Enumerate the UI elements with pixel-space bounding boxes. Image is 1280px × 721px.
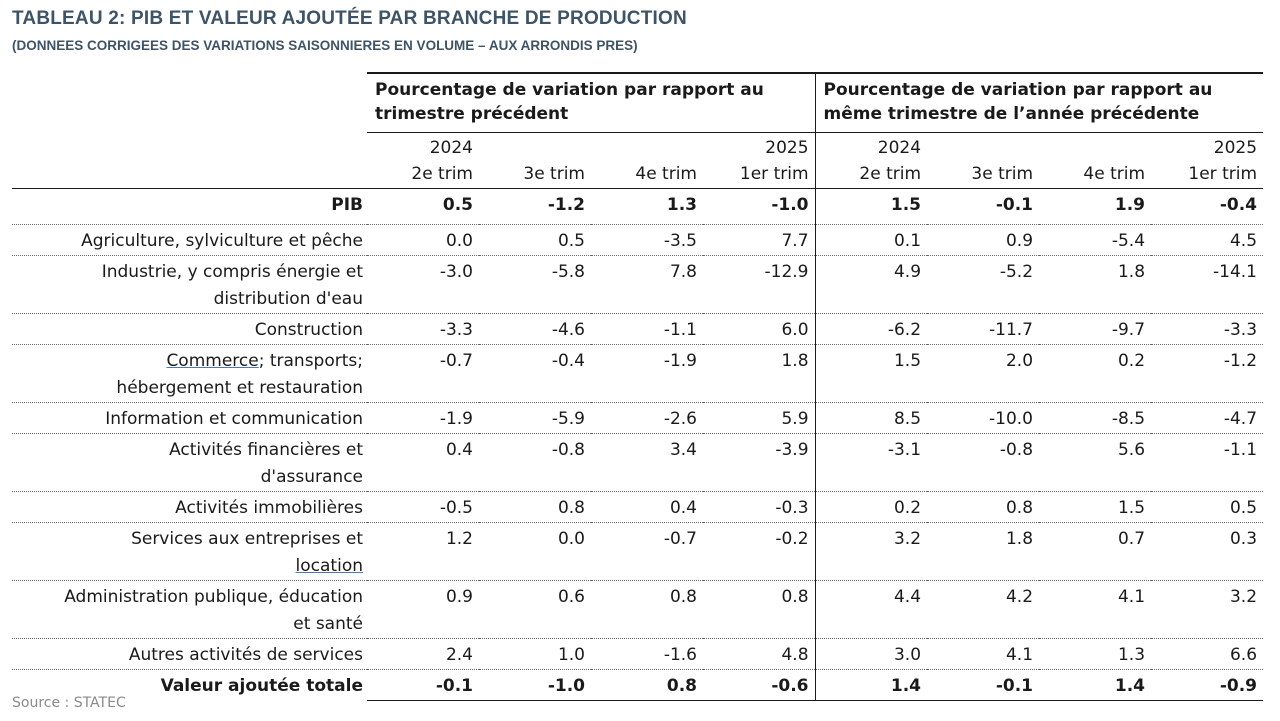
table-row [12,314,1263,345]
value-cell: 0.8 [703,581,815,639]
value-cell: 0.3 [1151,523,1263,581]
row-label-rest: ; transports; [258,351,363,371]
value-cell: 6.6 [1151,639,1263,670]
value-cell: 0.8 [927,492,1039,523]
row-label-line: Information et communication [105,409,363,429]
row-label-line: d'assurance [260,467,363,487]
quarter-header-row [12,160,1263,189]
quarter-header: 4e trim [591,160,703,189]
value-cell: -0.9 [1151,670,1263,701]
row-label-underlined: location [295,556,363,576]
value-cell: -6.2 [815,314,927,345]
value-cell: -10.0 [927,403,1039,434]
quarter-header: 2e trim [367,160,479,189]
row-label-line: Administration publique, éducation [64,587,363,607]
value-cell: 1.5 [815,345,927,403]
value-cell: -5.2 [927,256,1039,314]
table-row [12,225,1263,256]
table-row [12,581,1263,639]
value-cell: -9.7 [1039,314,1151,345]
value-cell: -3.3 [1151,314,1263,345]
row-label-line: Activités immobilières [175,498,363,518]
value-cell: -1.0 [703,189,815,225]
value-cell: 0.4 [367,434,479,492]
value-cell: -0.7 [591,523,703,581]
value-cell: 0.2 [1039,345,1151,403]
value-cell: -3.5 [591,225,703,256]
value-cell: 6.0 [703,314,815,345]
value-cell: 0.8 [591,670,703,701]
value-cell: -1.0 [479,670,591,701]
table-row [12,189,1263,225]
value-cell: 1.8 [927,523,1039,581]
value-cell: -11.7 [927,314,1039,345]
value-cell: 3.4 [591,434,703,492]
value-cell: -1.1 [1151,434,1263,492]
row-label-line: Agriculture, sylviculture et pêche [81,231,363,251]
row-label-line: et santé [293,614,363,634]
value-cell: -1.2 [1151,345,1263,403]
value-cell: 2.0 [927,345,1039,403]
table-row [12,256,1263,314]
value-cell: 4.5 [1151,225,1263,256]
empty-corner [12,73,367,133]
value-cell: 0.2 [815,492,927,523]
value-cell: 4.4 [815,581,927,639]
value-cell: 0.9 [927,225,1039,256]
table-title: TABLEAU 2: PIB ET VALEUR AJOUTÉE PAR BRANCHE DE PRODUCTION [12,8,687,29]
value-cell: -0.8 [927,434,1039,492]
value-cell: -4.7 [1151,403,1263,434]
row-label [12,403,367,434]
value-cell: -0.8 [479,434,591,492]
table-row [12,670,1263,701]
value-cell: 1.3 [1039,639,1151,670]
group-header-row [12,73,1263,133]
value-cell: -0.4 [479,345,591,403]
value-cell: 1.0 [479,639,591,670]
value-cell: -5.8 [479,256,591,314]
value-cell: -0.4 [1151,189,1263,225]
value-cell: 1.5 [1039,492,1151,523]
value-cell: 0.0 [479,523,591,581]
value-cell: -3.1 [815,434,927,492]
value-cell: -3.3 [367,314,479,345]
value-cell: 0.9 [367,581,479,639]
value-cell: 0.5 [367,189,479,225]
value-cell: 7.8 [591,256,703,314]
value-cell: 4.1 [1039,581,1151,639]
value-cell: -1.9 [367,403,479,434]
value-cell: -1.9 [591,345,703,403]
value-cell: -0.2 [703,523,815,581]
row-label-line: distribution d'eau [213,289,363,309]
value-cell: 1.8 [703,345,815,403]
value-cell: 8.5 [815,403,927,434]
value-cell: 0.7 [1039,523,1151,581]
value-cell: 1.4 [815,670,927,701]
value-cell: 0.8 [479,492,591,523]
value-cell: 3.0 [815,639,927,670]
row-label [12,189,367,225]
row-label-line: hébergement et restauration [116,378,363,398]
row-label-line: Activités financières et [169,440,363,460]
value-cell: 0.6 [479,581,591,639]
quarter-header: 1er trim [1151,160,1263,189]
value-cell: 0.5 [479,225,591,256]
value-cell: 0.4 [591,492,703,523]
value-cell: 4.2 [927,581,1039,639]
value-cell: 4.8 [703,639,815,670]
row-label-line: Construction [254,320,363,340]
value-cell: -5.4 [1039,225,1151,256]
row-label-line: Valeur ajoutée totale [160,676,363,696]
value-cell: -0.1 [927,670,1039,701]
value-cell: -1.1 [591,314,703,345]
value-cell: -0.6 [703,670,815,701]
row-label-line [12,348,363,375]
table-row [12,403,1263,434]
year-header [927,133,1039,161]
table-row [12,434,1263,492]
value-cell: 3.2 [1151,581,1263,639]
row-label [12,581,367,639]
value-cell: -0.1 [927,189,1039,225]
gdp-table [12,72,1263,701]
year-header: 2025 [703,133,815,161]
value-cell: -4.6 [479,314,591,345]
row-label-line [12,553,363,580]
value-cell: 3.2 [815,523,927,581]
table-row [12,523,1263,581]
value-cell: 0.1 [815,225,927,256]
row-label [12,523,367,581]
row-label [12,639,367,670]
row-label [12,492,367,523]
value-cell: 0.0 [367,225,479,256]
value-cell: -3.9 [703,434,815,492]
year-header: 2025 [1151,133,1263,161]
year-header [1039,133,1151,161]
value-cell: -1.2 [479,189,591,225]
value-cell: -0.7 [367,345,479,403]
row-label [12,345,367,403]
row-label-line: Autres activités de services [128,645,363,665]
row-label-line: PIB [331,195,363,215]
value-cell: -2.6 [591,403,703,434]
quarter-header: 2e trim [815,160,927,189]
value-cell: 1.9 [1039,189,1151,225]
value-cell: -12.9 [703,256,815,314]
value-cell: -14.1 [1151,256,1263,314]
value-cell: 1.5 [815,189,927,225]
quarter-header: 3e trim [479,160,591,189]
value-cell: 1.8 [1039,256,1151,314]
source-note: Source : STATEC [12,695,126,711]
value-cell: -5.9 [479,403,591,434]
value-cell: -1.6 [591,639,703,670]
row-label-underlined: Commerce [166,351,259,371]
value-cell: 4.1 [927,639,1039,670]
row-label [12,225,367,256]
year-header-row [12,133,1263,161]
group-header-yoy: Pourcentage de variation par rapport au même trimestre de l’année précédente [815,73,1263,133]
value-cell: -8.5 [1039,403,1151,434]
row-label-line: Industrie, y compris énergie et [101,262,363,282]
value-cell: 5.6 [1039,434,1151,492]
value-cell: -0.3 [703,492,815,523]
value-cell: 1.4 [1039,670,1151,701]
quarter-header: 4e trim [1039,160,1151,189]
year-header: 2024 [815,133,927,161]
table-row [12,492,1263,523]
value-cell: 0.8 [591,581,703,639]
year-header: 2024 [367,133,479,161]
value-cell: 0.5 [1151,492,1263,523]
value-cell: -0.5 [367,492,479,523]
value-cell: 4.9 [815,256,927,314]
row-label [12,314,367,345]
value-cell: -0.1 [367,670,479,701]
row-label [12,256,367,314]
quarter-header: 1er trim [703,160,815,189]
quarter-header: 3e trim [927,160,1039,189]
year-header [591,133,703,161]
table-subtitle: (DONNEES CORRIGEES DES VARIATIONS SAISONNIERES EN VOLUME – AUX ARRONDIS PRES) [12,38,638,53]
group-header-qoq: Pourcentage de variation par rapport au trimestre précédent [367,73,815,133]
value-cell: 1.3 [591,189,703,225]
value-cell: -3.0 [367,256,479,314]
value-cell: 5.9 [703,403,815,434]
table-row [12,345,1263,403]
value-cell: 1.2 [367,523,479,581]
table-row [12,639,1263,670]
year-header [479,133,591,161]
row-label [12,434,367,492]
value-cell: 7.7 [703,225,815,256]
value-cell: 2.4 [367,639,479,670]
row-label-line: Services aux entreprises et [131,529,363,549]
